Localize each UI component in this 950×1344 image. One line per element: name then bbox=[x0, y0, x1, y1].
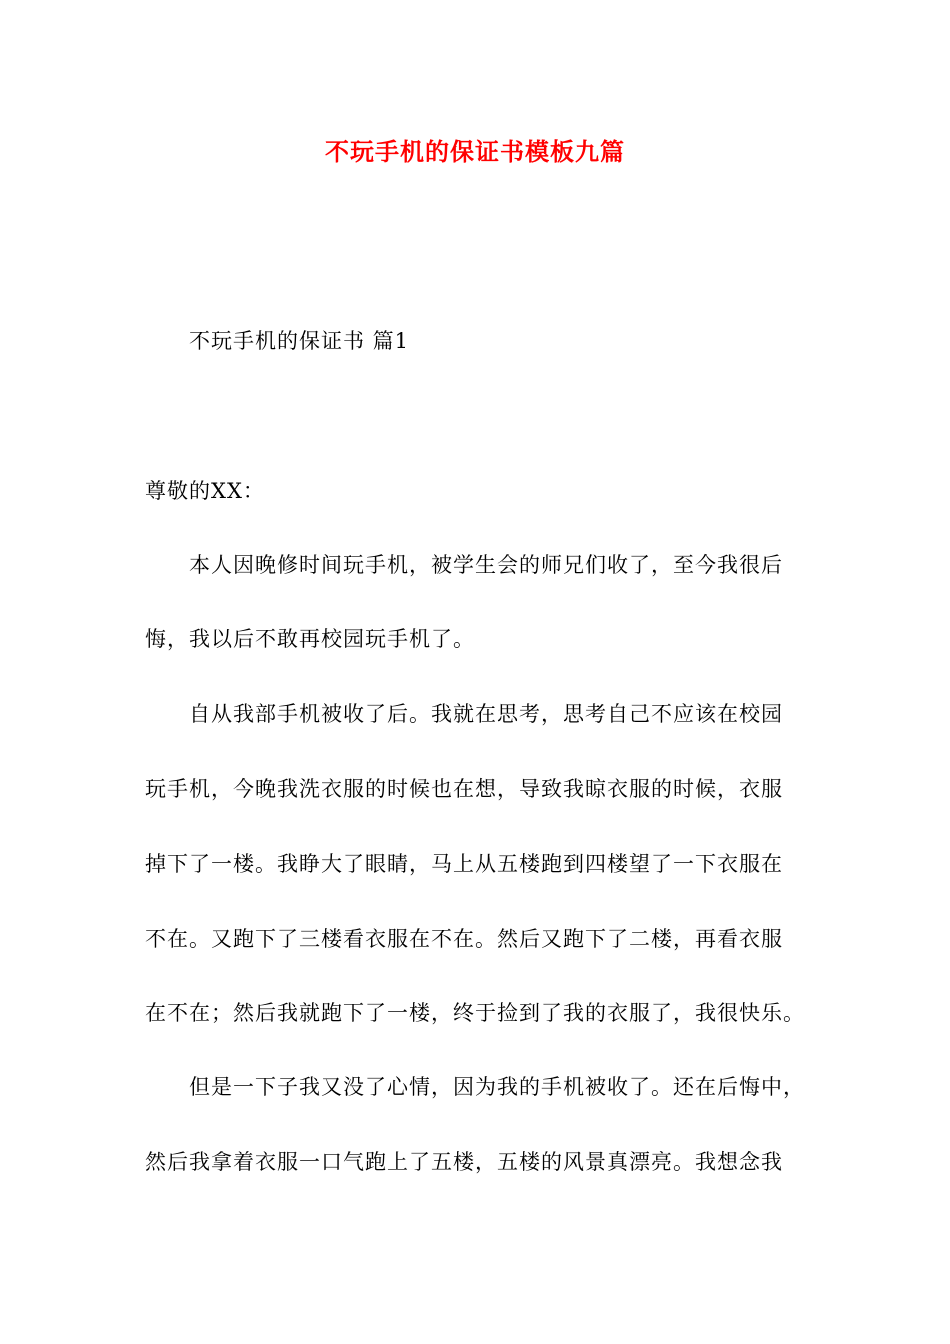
section-heading: 不玩手机的保证书 篇1 bbox=[189, 329, 410, 353]
paragraph-line: 掉下了一楼。我睁大了眼睛，马上从五楼跑到四楼望了一下衣服在 bbox=[145, 852, 783, 876]
paragraph-line: 玩手机，今晚我洗衣服的时候也在想，导致我晾衣服的时候，衣服 bbox=[145, 777, 783, 801]
paragraph-line: 然后我拿着衣服一口气跑上了五楼，五楼的风景真漂亮。我想念我 bbox=[145, 1150, 783, 1174]
paragraph-line: 自从我部手机被收了后。我就在思考，思考自己不应该在校园 bbox=[189, 702, 783, 726]
paragraph-line: 但是一下子我又没了心情，因为我的手机被收了。还在后悔中， bbox=[189, 1075, 805, 1099]
document-title: 不玩手机的保证书模板九篇 bbox=[325, 137, 625, 166]
paragraph-line: 悔，我以后不敢再校园玩手机了。 bbox=[145, 627, 475, 651]
salutation: 尊敬的XX： bbox=[145, 479, 265, 503]
paragraph-line: 不在。又跑下了三楼看衣服在不在。然后又跑下了二楼，再看衣服 bbox=[145, 927, 783, 951]
paragraph-line: 本人因晚修时间玩手机，被学生会的师兄们收了，至今我很后 bbox=[189, 553, 783, 577]
paragraph-line: 在不在；然后我就跑下了一楼，终于捡到了我的衣服了，我很快乐。 bbox=[145, 1001, 805, 1025]
